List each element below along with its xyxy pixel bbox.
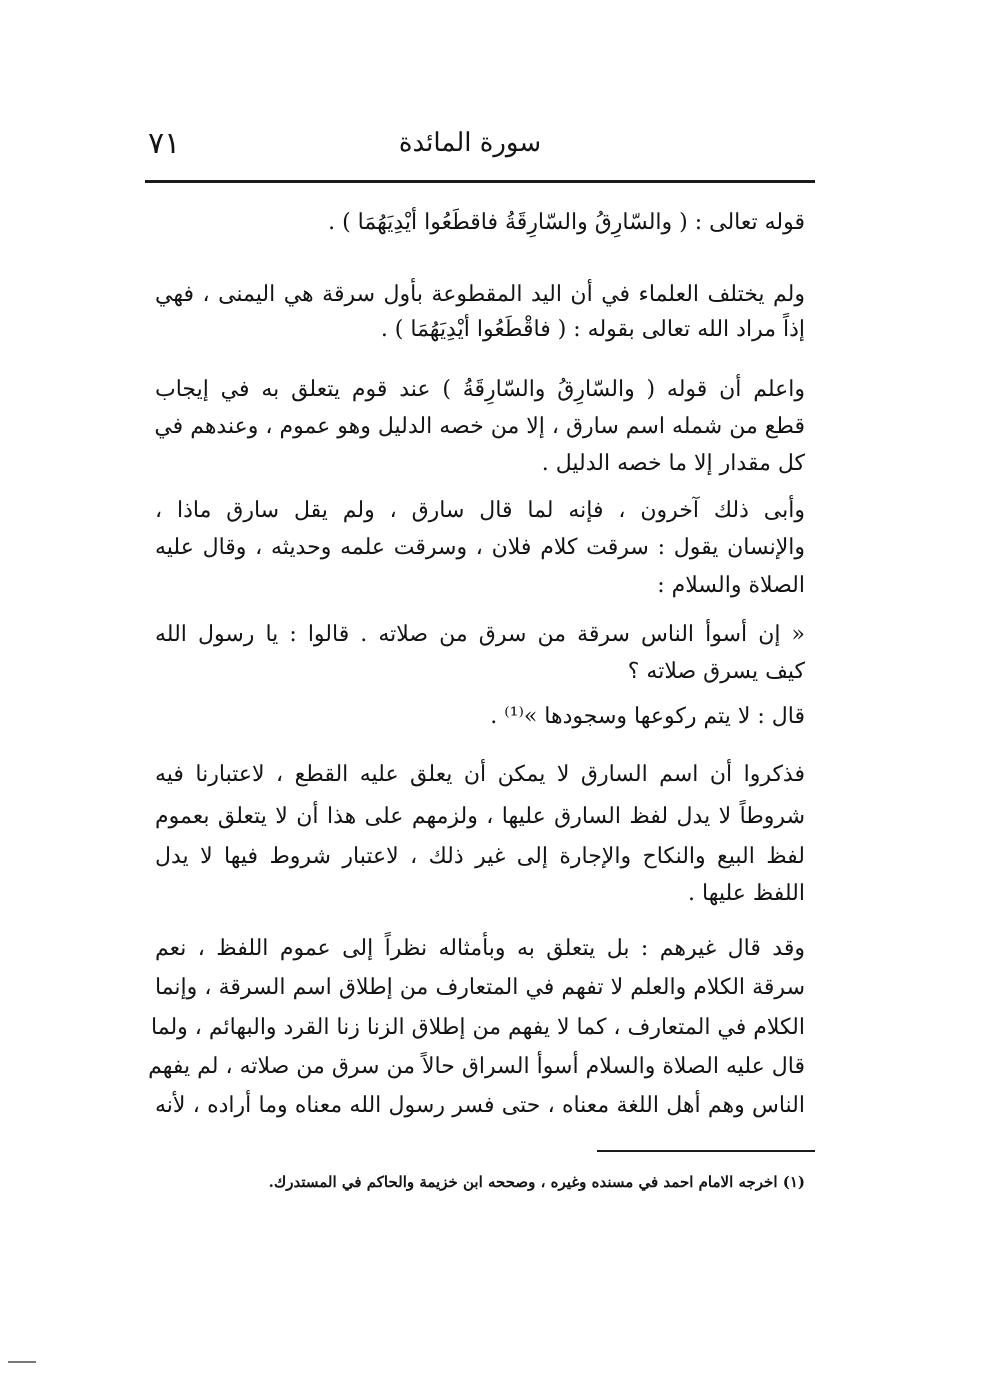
running-title: سورة المائدة (398, 128, 542, 158)
text-line: قال : لا يتم ركوعها وسجودها »⁽¹⁾ . (490, 704, 805, 729)
text-line: شروطاً لا يدل لفظ السارق عليها ، ولزمهم على هذا أن لا يتعلق بعموم (155, 804, 805, 829)
text-line: الكلام في المتعارف ، كما لا يفهم من إطلاق الزنا زنا القرد والبهائم ، ولما (151, 1015, 805, 1040)
footnote: (١) اخرجه الامام احمد في مسنده وغيره ، وصححه ابن خزيمة والحاكم في المستدرك. (268, 1173, 805, 1191)
page-number: ٧١ (148, 126, 181, 161)
text-line: ولم يختلف العلماء في أن اليد المقطوعة بأول سرقة هي اليمنى ، فهي (155, 282, 805, 307)
footnote-divider (597, 1150, 815, 1152)
text-line: وقد قال غيرهم : بل يتعلق به وبأمثاله نظراً إلى عموم اللفظ ، نعم (155, 936, 805, 961)
text-line: كل مقدار إلا ما خصه الدليل . (541, 451, 805, 476)
text-line: إذاً مراد الله تعالى بقوله : ( فاقْطَعُوا أيْدِيَهُمَا ) . (380, 317, 805, 342)
text-line: والإنسان يقول : سرقت كلام فلان ، وسرقت علمه وحديثه ، وقال عليه (155, 535, 805, 560)
scan-edge-mark (8, 1361, 36, 1363)
text-line: وأبى ذلك آخرون ، فإنه لما قال سارق ، ولم يقل سارق ماذا ، (155, 498, 805, 523)
text-line: الصلاة والسلام : (657, 573, 805, 598)
text-line: سرقة الكلام والعلم لا تفهم في المتعارف من إطلاق اسم السرقة ، وإنما (155, 975, 805, 1000)
text-line: اللفظ عليها . (688, 881, 805, 906)
text-line: كيف يسرق صلاته ؟ (627, 659, 805, 684)
text-line: قوله تعالى : ( والسّارِقُ والسّارِقَةُ فاقطَعُوا أيْدِيَهُمَا ) . (328, 210, 805, 235)
text-line: قطع من شمله اسم سارق ، إلا من خصه الدليل وهو عموم ، وعندهم في (154, 414, 805, 439)
text-line: الناس وهم أهل اللغة معناه ، حتى فسر رسول الله معناه وما أراده ، لأنه (155, 1093, 805, 1118)
text-line: « إن أسوأ الناس سرقة من سرق من صلاته . قالوا : يا رسول الله (155, 622, 805, 647)
text-line: قال عليه الصلاة والسلام أسوأ السراق حالاً من سرق من صلاته ، لم يفهم (148, 1054, 805, 1079)
text-line: فذكروا أن اسم السارق لا يمكن أن يعلق عليه القطع ، لاعتبارنا فيه (155, 762, 805, 787)
text-line: لفظ البيع والنكاح والإجارة إلى غير ذلك ، لاعتبار شروط فيها لا يدل (155, 844, 805, 869)
text-line: واعلم أن قوله ( والسّارِقُ والسّارِقَةُ ) عند قوم يتعلق به في إيجاب (155, 377, 805, 402)
header-divider (145, 180, 815, 183)
